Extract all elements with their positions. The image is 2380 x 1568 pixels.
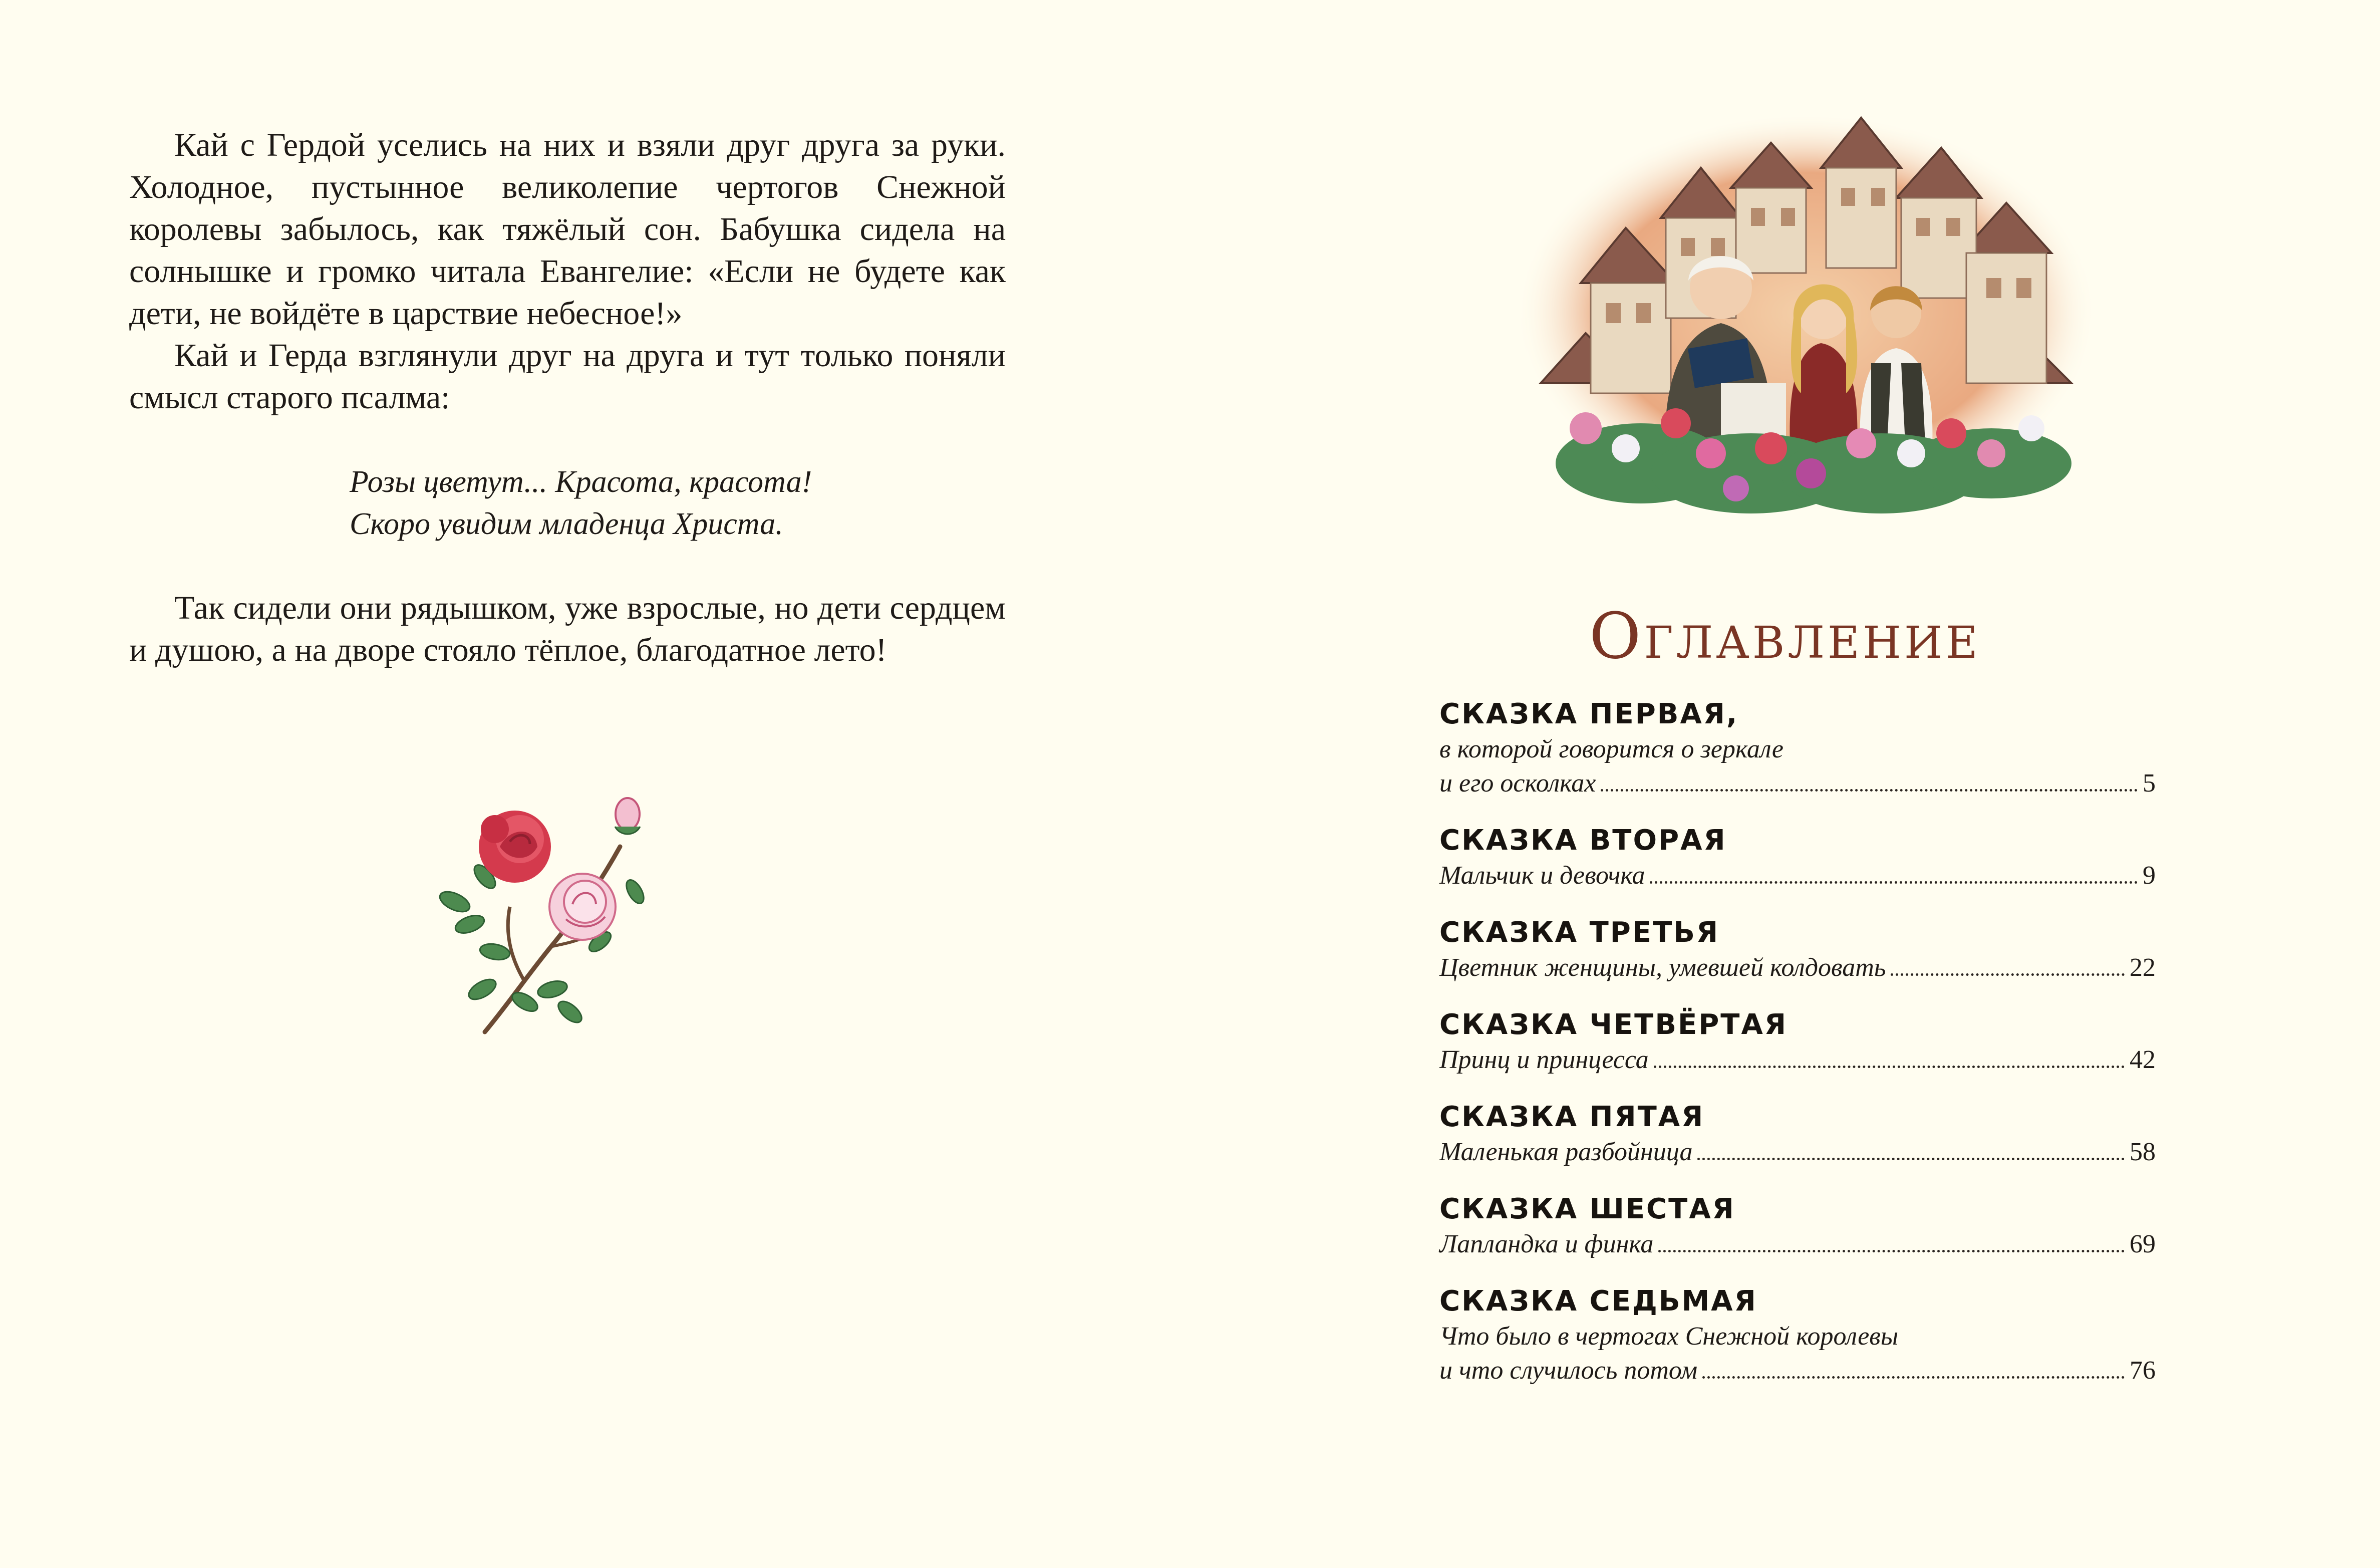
toc-entry-6[interactable]: [1439, 1191, 2156, 1261]
psalm-verse: [350, 461, 1006, 545]
toc-title: Оглавление: [1589, 599, 1981, 673]
toc-entry-3[interactable]: [1439, 915, 2156, 985]
toc-subtitle: Что было в чертогах Снежной королевы: [1439, 1322, 1899, 1351]
psalm-line-1: Розы цветут... Красота, красота!: [350, 465, 812, 499]
toc-heading: СКАЗКА ВТОРАЯ: [1439, 824, 1727, 857]
toc-heading: СКАЗКА ШЕСТАЯ: [1439, 1193, 1735, 1225]
toc-chapter-title: Мальчик и девочка: [1439, 861, 1645, 890]
toc-leader-dots: [1601, 789, 2138, 792]
toc-subtitle: в которой говорится о зеркале: [1439, 735, 1783, 763]
toc-leader-dots: [1658, 1250, 2125, 1252]
toc-page-number: 42: [2130, 1046, 2156, 1074]
toc-chapter-title: Лапландка и финка: [1439, 1230, 1654, 1258]
toc-leader-dots: [1702, 1376, 2125, 1379]
paragraph-3: Так сидели они рядышком, уже взрослые, но дети сердцем и душою, а на дворе стояло тёплое, благодатное лето!: [129, 590, 1006, 668]
toc-page-number: 9: [2143, 861, 2156, 890]
right-page: [1190, 0, 2380, 1568]
toc-line: [1439, 1043, 2156, 1077]
toc-entry-7[interactable]: [1439, 1283, 2156, 1388]
toc-page-number: 58: [2130, 1138, 2156, 1166]
toc-heading: СКАЗКА ЧЕТВЁРТАЯ: [1439, 1008, 1788, 1041]
toc-line: [1439, 951, 2156, 985]
toc-leader-dots: [1650, 881, 2138, 884]
toc-leader-dots: [1654, 1066, 2125, 1068]
toc-page-number: 69: [2130, 1230, 2156, 1258]
paragraph-2: Кай и Герда взглянули друг на друга и тут только поняли смысл старого псалма:: [129, 337, 1006, 416]
toc-leader-dots: [1891, 973, 2125, 976]
toc-chapter-title: Принц и принцесса: [1439, 1046, 1649, 1074]
grandmother-reading-illustration: [1511, 103, 2102, 518]
toc-page-number: 22: [2130, 953, 2156, 982]
story-text: [129, 124, 1006, 671]
toc-heading: СКАЗКА ПЕРВАЯ,: [1439, 698, 1739, 730]
toc-line: [1439, 766, 2156, 801]
toc-chapter-title: Маленькая разбойница: [1439, 1138, 1693, 1166]
toc-chapter-title: и его осколках: [1439, 769, 1596, 798]
toc-line: [1439, 1135, 2156, 1169]
paragraph-1: Кай с Гердой уселись на них и взяли друг друга за руки. Холодное, пустынное великолепие чертогов Снежной королевы забылось, как тяжёлый сон. Бабушка сидела на солнышке и громко читала Евангелие: «Если не будете как дети, не войдёте в царствие небесное!»: [129, 127, 1006, 332]
toc-heading: СКАЗКА СЕДЬМАЯ: [1439, 1285, 1757, 1318]
toc-leader-dots: [1697, 1158, 2125, 1160]
toc-heading: СКАЗКА ТРЕТЬЯ: [1439, 916, 1720, 949]
toc-chapter-title: и что случилось потом: [1439, 1356, 1698, 1385]
rose-sprig-icon: [435, 792, 665, 1052]
toc-entry-4[interactable]: [1439, 1007, 2156, 1077]
toc-chapter-title: Цветник женщины, умевшей колдовать: [1439, 953, 1886, 982]
table-of-contents: [1439, 696, 2156, 1410]
toc-page-number: 76: [2130, 1356, 2156, 1385]
toc-entry-1[interactable]: [1439, 696, 2156, 801]
toc-entry-5[interactable]: [1439, 1099, 2156, 1169]
toc-line: [1439, 859, 2156, 893]
toc-heading: СКАЗКА ПЯТАЯ: [1439, 1101, 1705, 1133]
toc-page-number: 5: [2143, 769, 2156, 798]
toc-line: [1439, 1354, 2156, 1388]
toc-line: [1439, 1227, 2156, 1261]
psalm-line-2: Скоро увидим младенца Христа.: [350, 507, 783, 541]
toc-entry-2[interactable]: [1439, 823, 2156, 893]
